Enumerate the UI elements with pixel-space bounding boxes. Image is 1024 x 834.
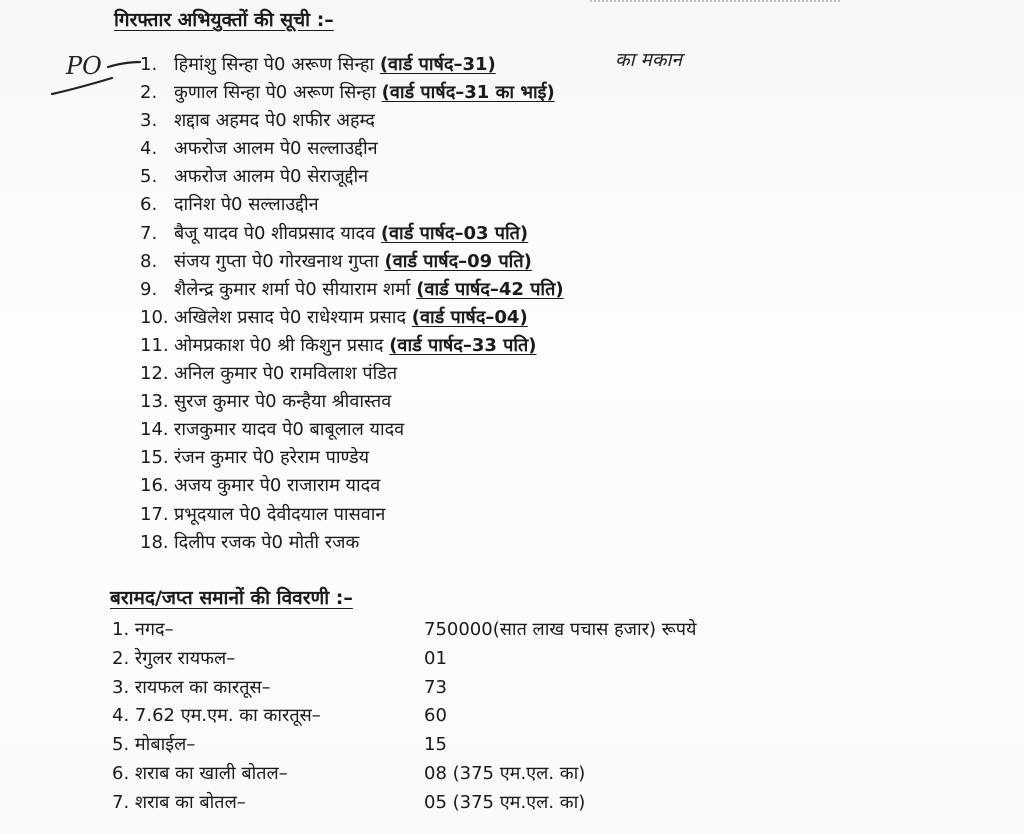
accused-name: संजय गुप्ता पे0 गोरखनाथ गुप्ता [174,250,379,272]
accused-name: शैलेन्द्र कुमार शर्मा पे0 सीयाराम शर्मा [174,278,411,300]
accused-name: अजय कुमार पे0 राजाराम यादव [174,475,381,497]
accused-number: 14. [140,419,169,441]
accused-number: 15. [140,447,169,469]
seized-item-value: 60 [424,705,447,727]
accused-name: बैजू यादव पे0 शीवप्रसाद यादव [174,222,376,244]
accused-row [140,304,564,332]
accused-number: 13. [140,391,169,413]
seized-item-row [112,760,812,789]
seized-item-label: 5. मोबाईल– [112,734,196,756]
accused-row [140,444,564,472]
accused-number: 7. [140,222,158,244]
seized-item-label: 3. रायफल का कारतूस– [112,676,271,698]
seized-item-value: 750000(सात लाख पचास हजार) रूपये [424,619,697,640]
seized-items-heading: बरामद/जप्त समानों की विवरणी :– [110,587,353,609]
accused-number: 1. [140,54,158,75]
accused-number: 6. [140,194,158,216]
accused-name: रंजन कुमार पे0 हरेराम पाण्डेय [174,447,370,469]
seized-item-row [112,645,812,674]
accused-row [140,472,564,500]
accused-number: 5. [140,166,158,188]
accused-number: 2. [140,82,158,104]
accused-name: दानिश पे0 सल्लाउद्दीन [174,194,319,216]
accused-number: 9. [140,278,158,300]
accused-row [140,51,564,79]
handwritten-po-note: PO [66,52,102,80]
accused-note: (वार्ड पार्षद–09 पति) [384,250,532,272]
seized-item-value: 73 [424,676,447,698]
accused-note: (वार्ड पार्षद–31 का भाई) [381,82,555,104]
seized-items-list [112,616,812,818]
accused-number: 18. [140,531,169,553]
accused-note: (वार्ड पार्षद–42 पति) [416,278,564,300]
accused-number: 11. [140,334,169,356]
accused-number: 10. [140,306,169,328]
accused-number: 16. [140,475,169,497]
seized-item-label: 6. शराब का खाली बोतल– [112,762,288,784]
seized-item-label: 7. शराब का बोतल– [112,791,246,813]
accused-number: 3. [140,110,158,132]
seized-item-row [112,789,812,818]
accused-name: ओमप्रकाश पे0 श्री किशुन प्रसाद [174,334,384,356]
accused-name: अखिलेश प्रसाद पे0 राधेश्याम प्रसाद [174,306,407,328]
accused-row [140,276,564,304]
accused-name: हिमांशु सिन्हा पे0 अरूण सिन्हा [174,54,375,75]
accused-row [140,220,564,248]
accused-name: अनिल कुमार पे0 रामविलाश पंडित [174,363,398,385]
seized-item-label: 2. रेगुलर रायफल– [112,647,236,669]
accused-number: 17. [140,503,169,525]
seized-item-value: 08 (375 एम.एल. का) [424,762,586,784]
accused-row [140,416,564,444]
seized-item-row [112,702,812,731]
accused-name: अफरोज आलम पे0 सल्लाउद्दीन [174,138,378,160]
accused-note: (वार्ड पार्षद–04) [411,306,528,328]
accused-name: अफरोज आलम पे0 सेराजूद्दीन [174,166,369,188]
seized-item-label: 4. 7.62 एम.एम. का कारतूस– [112,705,321,727]
accused-row [140,248,564,276]
seized-item-value: 15 [424,734,447,756]
handwritten-house-note: का मकान [615,49,682,71]
accused-name: कुणाल सिन्हा पे0 अरूण सिन्हा [174,82,376,104]
accused-note: (वार्ड पार्षद–31) [379,54,496,75]
accused-note: (वार्ड पार्षद–03 पति) [380,222,529,244]
arrested-list-heading: गिरफ्तार अभियुक्तों की सूची :– [114,9,334,31]
accused-row [140,135,564,163]
accused-number: 8. [140,250,158,272]
cropped-header-line [590,0,840,8]
accused-row [140,79,564,107]
accused-row [140,332,564,360]
accused-row [140,191,564,219]
accused-name: सुरज कुमार पे0 कन्हैया श्रीवास्तव [174,391,392,413]
accused-row [140,107,564,135]
accused-name: राजकुमार यादव पे0 बाबूलाल यादव [174,419,405,441]
seized-item-row [112,616,812,645]
accused-name: प्रभूदयाल पे0 देवीदयाल पासवान [174,503,386,525]
accused-note: (वार्ड पार्षद–33 पति) [389,334,537,356]
seized-item-value: 01 [424,647,447,669]
seized-item-row [112,674,812,703]
accused-number: 12. [140,363,169,385]
accused-row [140,501,564,529]
seized-item-value: 05 (375 एम.एल. का) [424,791,586,813]
seized-item-label: 1. नगद– [112,619,174,640]
seized-item-row [112,731,812,760]
accused-row [140,360,564,388]
accused-name: दिलीप रजक पे0 मोती रजक [174,531,360,553]
accused-name: शद्दाब अहमद पे0 शफीर अहम्द [174,110,375,132]
accused-number: 4. [140,138,158,160]
accused-list [140,51,564,557]
accused-row [140,529,564,557]
accused-row [140,388,564,416]
accused-row [140,163,564,191]
